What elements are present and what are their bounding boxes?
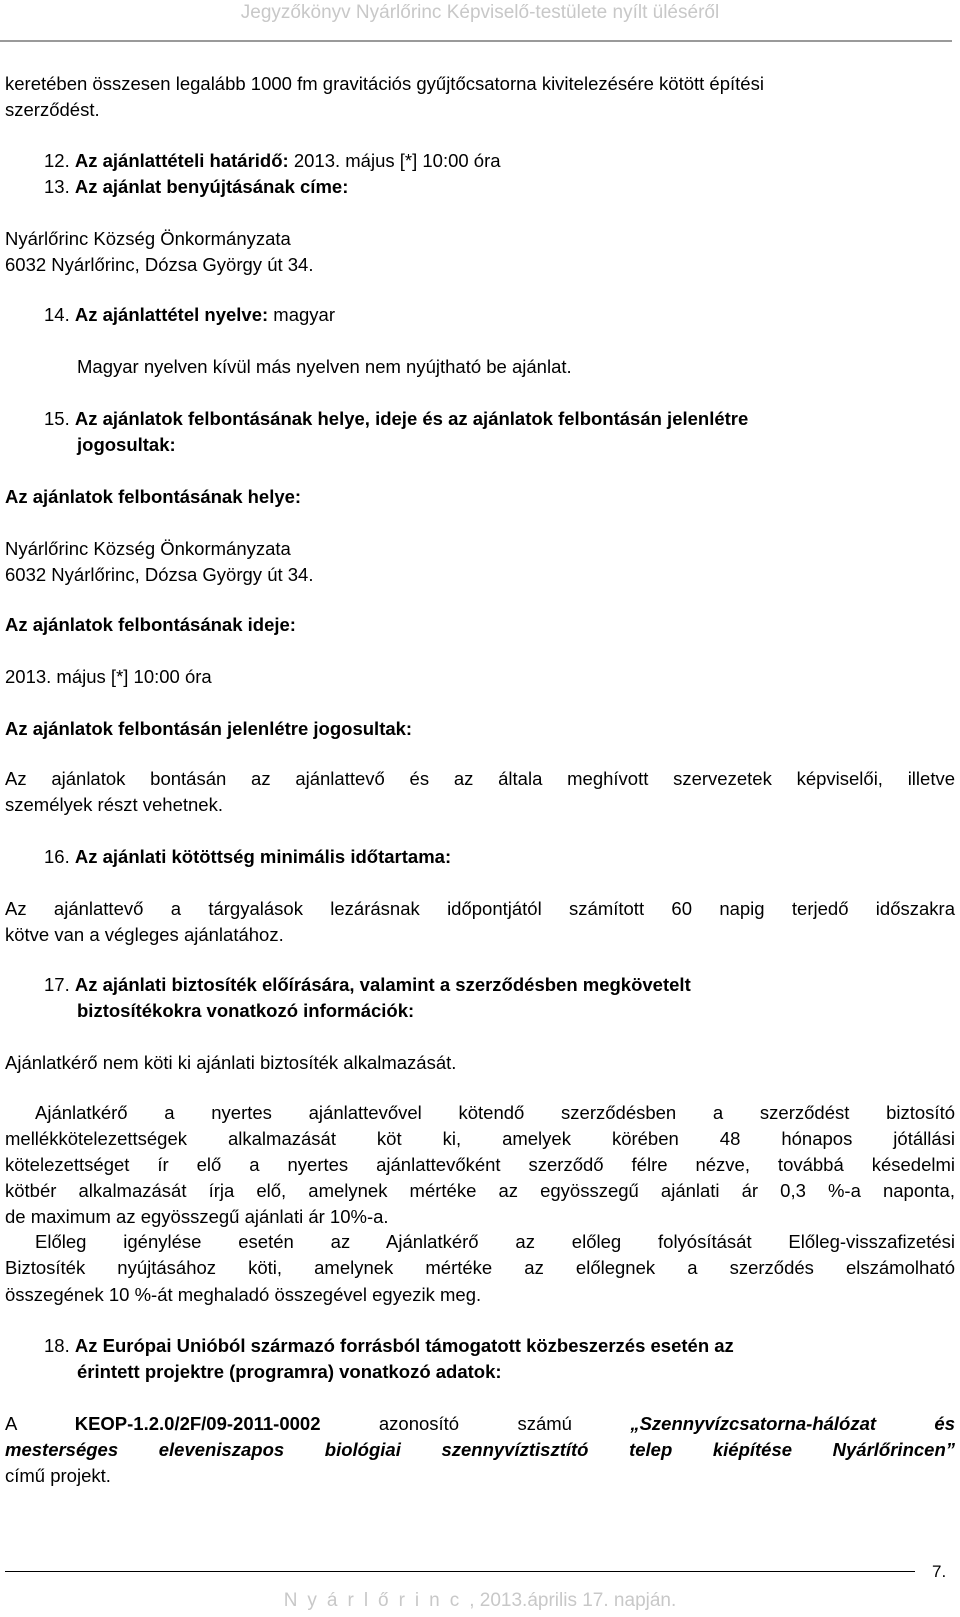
- item-18-number: 18.: [44, 1335, 70, 1356]
- item-14: [44, 304, 335, 326]
- item-17-paragraph-1: Ajánlatkérő nem köti ki ajánlati biztosíték alkalmazását.: [5, 1052, 457, 1073]
- item-17-p3-line-1: Előleg igénylése esetén az Ajánlatkérő az előleg folyósítását Előleg-visszafizetési: [35, 1231, 955, 1252]
- item-14-label: Az ajánlattétel nyelve:: [74, 304, 269, 325]
- item-16-label: Az ajánlati kötöttség minimális időtartama:: [74, 846, 452, 867]
- opening-time-value: 2013. május [*] 10:00 óra: [5, 666, 212, 687]
- item-17-p2-line-4: kötbér alkalmazását írja elő, amelynek mértéke az egyösszegű ajánlati ár 0,3 %-a naponta,: [5, 1180, 955, 1201]
- item-17: [44, 974, 691, 996]
- item-17-p2-line-3: kötelezettséget ír elő a nyertes ajánlattevőként szerződő félre nézve, továbbá késedelmi: [5, 1154, 955, 1175]
- item-17-p2-line-5: de maximum az egyösszegű ajánlati ár 10%-a.: [5, 1206, 389, 1227]
- project-code: KEOP-1.2.0/2F/09-2011-0002: [74, 1413, 321, 1434]
- project-title-line-2: [5, 1437, 955, 1463]
- opening-time-label: Az ajánlatok felbontásának ideje:: [5, 614, 296, 635]
- attendance-label: Az ajánlatok felbontásán jelenlétre jogosultak:: [5, 718, 413, 739]
- item-17-number: 17.: [44, 974, 70, 995]
- item-13-label: Az ajánlat benyújtásának címe:: [74, 176, 349, 197]
- footer-town: Nyárlőrinc: [283, 1590, 470, 1611]
- item-15: [44, 408, 748, 430]
- item-18-heading-line-2: érintett projektre (programra) vonatkozó adatok:: [77, 1361, 502, 1382]
- item-18-heading-line-1: Az Európai Unióból származó forrásból támogatott közbeszerzés esetén az: [74, 1335, 734, 1356]
- item-12: [44, 150, 501, 172]
- attendance-text-line-1: Az ajánlatok bontásán az ajánlattevő és az általa meghívott szervezetek képviselői, illetve: [5, 768, 955, 789]
- address-2-line-1: Nyárlőrinc Község Önkormányzata: [5, 538, 291, 559]
- project-article: A: [5, 1413, 17, 1434]
- item-14-note: Magyar nyelven kívül más nyelven nem nyújtható be ajánlat.: [77, 356, 572, 377]
- intro-line-1: keretében összesen legalább 1000 fm gravitációs gyűjtőcsatorna kivitelezésére kötött építési: [5, 73, 764, 94]
- project-id-text: azonosító számú: [378, 1413, 572, 1434]
- page-number: 7.: [932, 1562, 947, 1581]
- header-divider: [0, 40, 952, 42]
- item-17-p2-line-1: Ajánlatkérő a nyertes ajánlattevővel kötendő szerződésben a szerződést biztosító: [35, 1102, 955, 1123]
- item-13: [44, 176, 348, 198]
- item-15-heading-line-1: Az ajánlatok felbontásának helye, ideje és az ajánlatok felbontásán jelenlétre: [74, 408, 749, 429]
- item-16-text-line-1: Az ajánlattevő a tárgyalások lezárásnak időpontjától számított 60 napig terjedő időszakra: [5, 898, 955, 919]
- project-line-3: című projekt.: [5, 1465, 111, 1486]
- item-13-number: 13.: [44, 176, 70, 197]
- attendance-text-line-2: személyek részt vehetnek.: [5, 794, 223, 815]
- project-line-1: [5, 1411, 955, 1437]
- item-12-number: 12.: [44, 150, 70, 171]
- item-16-number: 16.: [44, 846, 70, 867]
- intro-line-2: szerződést.: [5, 99, 100, 120]
- page-header: Jegyzőkönyv Nyárlőrinc Képviselő-testülete nyílt üléséről: [240, 2, 720, 23]
- item-17-p2-line-2: mellékkötelezettségek alkalmazását köt ki, amelyek körében 48 hónapos jótállási: [5, 1128, 955, 1149]
- item-18: [44, 1335, 734, 1357]
- footer-date: , 2013.április 17. napján.: [469, 1590, 677, 1611]
- item-12-label: Az ajánlattételi határidő:: [74, 150, 289, 171]
- item-17-heading-line-2: biztosítékokra vonatkozó információk:: [77, 1000, 415, 1021]
- project-title-line-2-text: mesterséges eleveniszapos biológiai szennyvíztisztító telep kiépítése Nyárlőrincen”: [5, 1439, 955, 1460]
- item-17-p3-line-2: Biztosíték nyújtásához köti, amelynek mértéke az előlegnek a szerződés elszámolható: [5, 1257, 955, 1278]
- item-15-heading-line-2: jogosultak:: [77, 434, 176, 455]
- item-14-value: magyar: [273, 304, 335, 325]
- project-title-line-1: „Szennyvízcsatorna-hálózat és: [630, 1413, 955, 1434]
- opening-place-label: Az ajánlatok felbontásának helye:: [5, 486, 302, 507]
- address-1-line-2: 6032 Nyárlőrinc, Dózsa György út 34.: [5, 254, 314, 275]
- footer-divider: [5, 1571, 915, 1572]
- item-15-number: 15.: [44, 408, 70, 429]
- item-16-text-line-2: kötve van a végleges ajánlatához.: [5, 924, 284, 945]
- item-14-number: 14.: [44, 304, 70, 325]
- item-17-p3-line-3: összegének 10 %-át meghaladó összegével egyezik meg.: [5, 1284, 482, 1305]
- page-footer: [0, 1590, 960, 1612]
- address-1-line-1: Nyárlőrinc Község Önkormányzata: [5, 228, 291, 249]
- address-2-line-2: 6032 Nyárlőrinc, Dózsa György út 34.: [5, 564, 314, 585]
- item-16: [44, 846, 451, 868]
- item-12-value: 2013. május [*] 10:00 óra: [293, 150, 501, 171]
- item-17-heading-line-1: Az ajánlati biztosíték előírására, valamint a szerződésben megkövetelt: [74, 974, 691, 995]
